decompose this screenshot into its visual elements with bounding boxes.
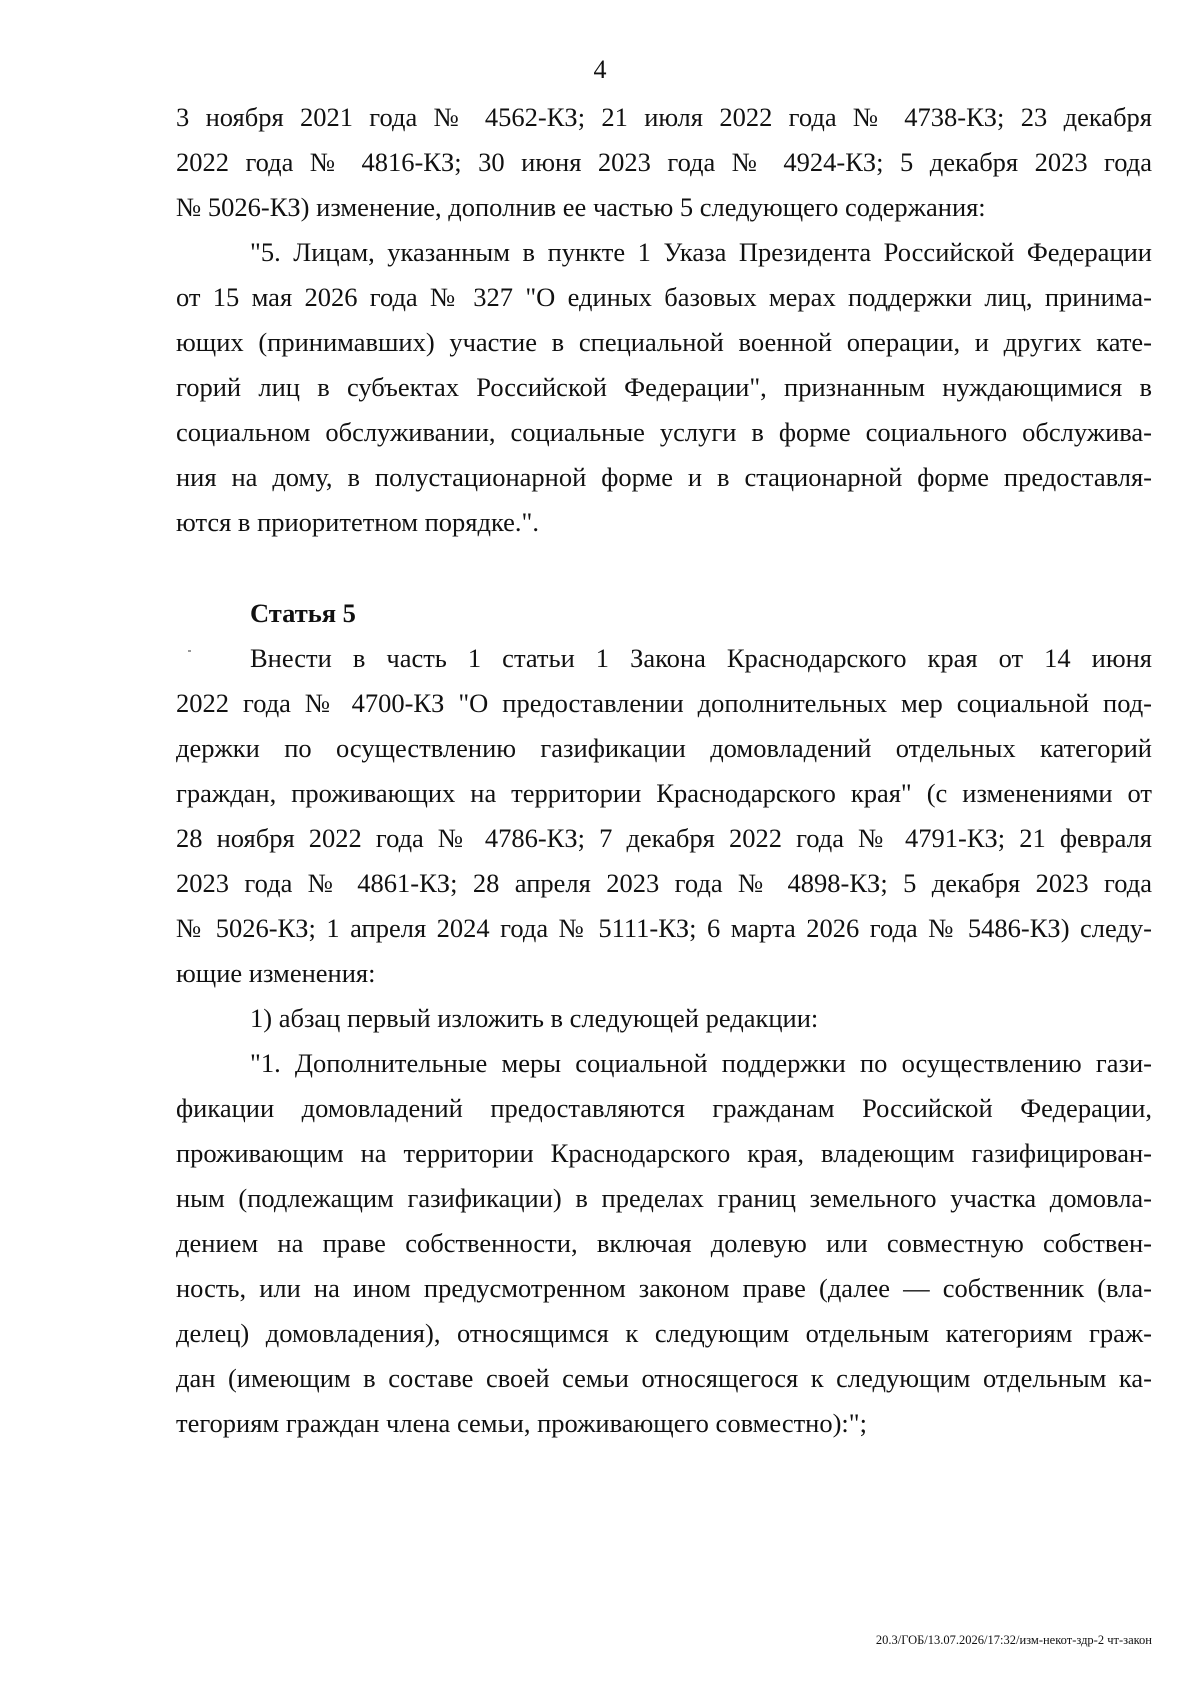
quote-line: ным (подлежащим газификации) в пределах границ земельного участка домовла- (176, 1183, 1152, 1213)
list-item-1: 1) абзац первый изложить в следующей редакции: (250, 1003, 819, 1033)
paragraph-line: держки по осуществлению газификации домовладений отдельных категорий (176, 733, 1152, 763)
paragraph-line: № 5026-КЗ) изменение, дополнив ее частью 5 следующего содержания: (176, 192, 986, 222)
quote-line: ющих (принимавших) участие в специальной военной операции, и других кате- (176, 327, 1152, 357)
quote-line: фикации домовладений предоставляются гражданам Российской Федерации, (176, 1093, 1152, 1123)
document-footer-code: 20.3/ГОБ/13.07.2026/17:32/изм-некот-здр-2 чт-закон (875, 1633, 1152, 1647)
quote-line: проживающим на территории Краснодарского края, владеющим газифицирован- (176, 1138, 1152, 1168)
paragraph-line: 3 ноября 2021 года № 4562-КЗ; 21 июля 2022 года № 4738-КЗ; 23 декабря (176, 102, 1152, 132)
quote-line: ются в приоритетном порядке.". (176, 507, 540, 537)
paragraph-line: ющие изменения: (176, 958, 376, 988)
quote-line: дан (имеющим в составе своей семьи относящегося к следующим отдельным ка- (176, 1363, 1152, 1393)
article-heading: Статья 5 (250, 598, 356, 628)
paragraph-line: № 5026-КЗ; 1 апреля 2024 года № 5111-КЗ; 6 марта 2026 года № 5486-КЗ) следу- (176, 913, 1152, 943)
quote-line: ния на дому, в полустационарной форме и в стационарной форме предоставля- (176, 462, 1152, 492)
quote-line: ность, или на ином предусмотренном законом праве (далее — собственник (вла- (176, 1273, 1152, 1303)
scan-artifact (188, 650, 191, 652)
quote-line: горий лиц в субъектах Российской Федерации", признанным нуждающимися в (176, 372, 1152, 402)
paragraph-line: 28 ноября 2022 года № 4786-КЗ; 7 декабря 2022 года № 4791-КЗ; 21 февраля (176, 823, 1152, 853)
quote-line: социальном обслуживании, социальные услуги в форме социального обслужива- (176, 417, 1152, 447)
paragraph-line: 2022 года № 4700-КЗ "О предоставлении дополнительных мер социальной под- (176, 688, 1152, 718)
quote-line: "1. Дополнительные меры социальной поддержки по осуществлению гази- (250, 1048, 1152, 1078)
paragraph-line: 2023 года № 4861-КЗ; 28 апреля 2023 года № 4898-КЗ; 5 декабря 2023 года (176, 868, 1152, 898)
quote-line: от 15 мая 2026 года № 327 "О единых базовых мерах поддержки лиц, принима- (176, 282, 1152, 312)
quote-line: делец) домовладения), относящимся к следующим отдельным категориям граж- (176, 1318, 1152, 1348)
paragraph-line: Внести в часть 1 статьи 1 Закона Краснодарского края от 14 июня (250, 643, 1152, 673)
paragraph-line: граждан, проживающих на территории Краснодарского края" (с изменениями от (176, 778, 1152, 808)
quote-line: дением на праве собственности, включая долевую или совместную собствен- (176, 1228, 1152, 1258)
paragraph-line: 2022 года № 4816-КЗ; 30 июня 2023 года № 4924-КЗ; 5 декабря 2023 года (176, 147, 1152, 177)
page-number: 4 (593, 55, 607, 84)
quote-line: "5. Лицам, указанным в пункте 1 Указа Президента Российской Федерации (250, 237, 1152, 267)
quote-line: тегориям граждан члена семьи, проживающего совместно):"; (176, 1408, 867, 1438)
